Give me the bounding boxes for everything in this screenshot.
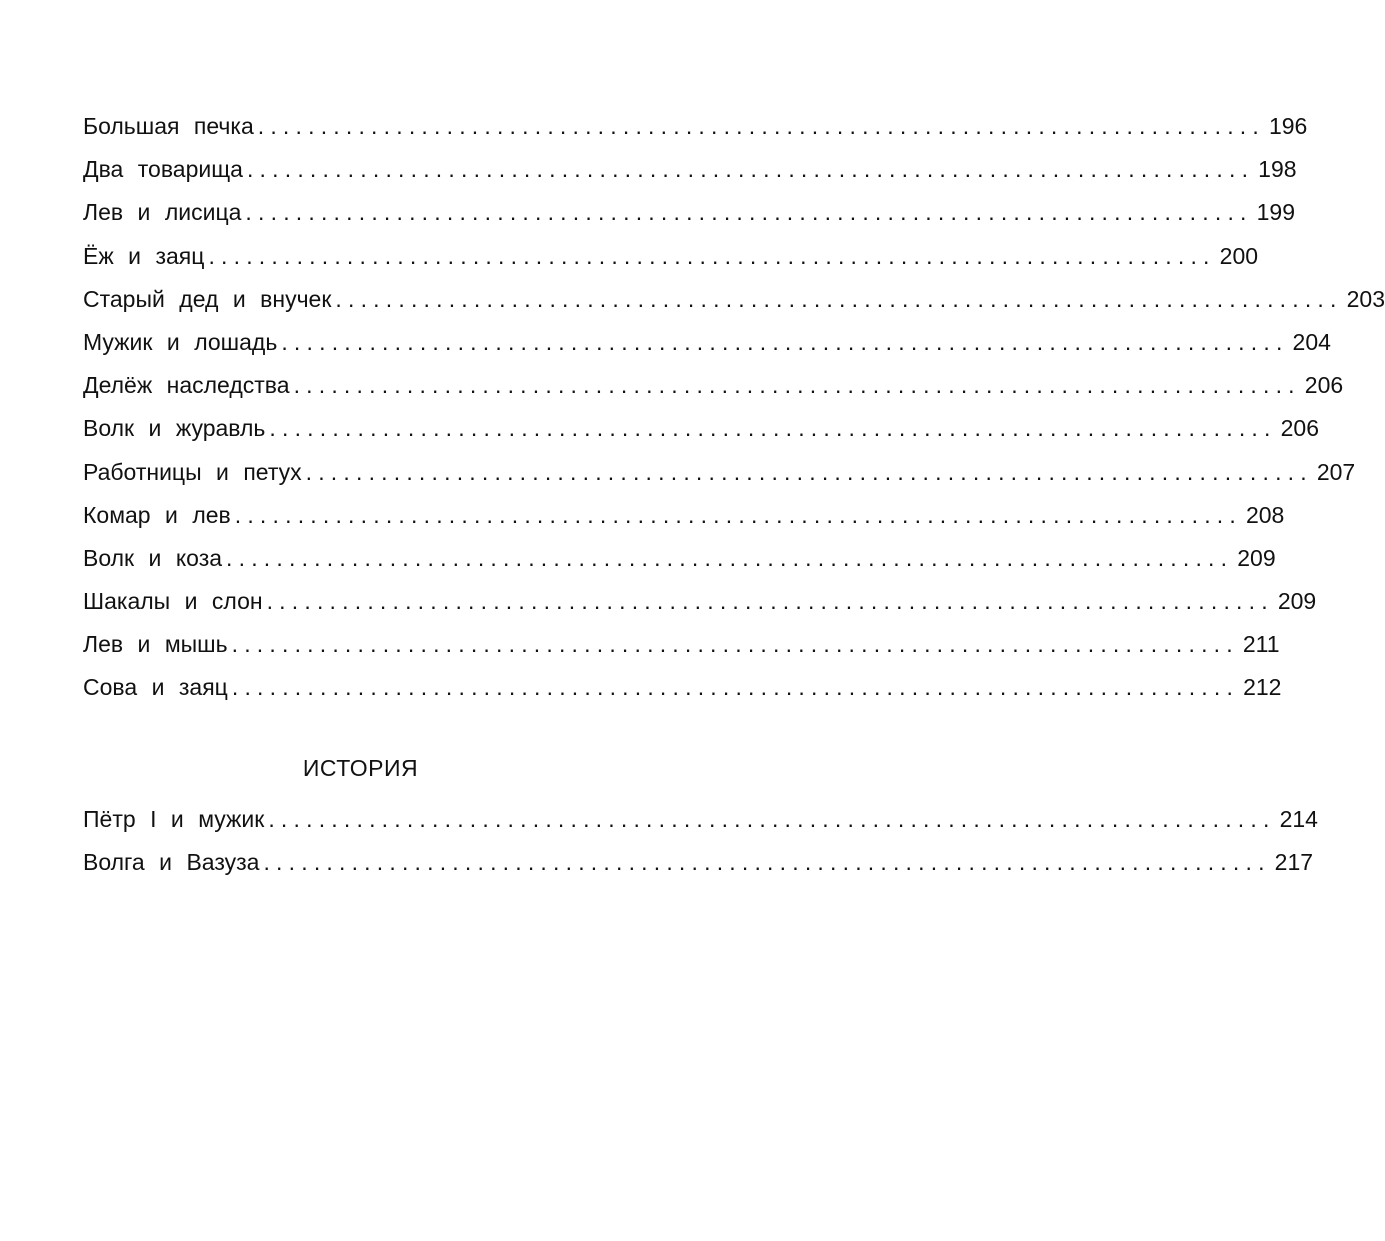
toc-list-history [83,798,1318,884]
toc-entry[interactable] [83,451,1356,494]
dot-leader: ................................................................................ [335,285,1343,312]
toc-entry[interactable] [83,798,1318,841]
toc-entry[interactable] [83,666,1282,709]
toc-entry-title: Ёж и заяц [83,242,205,269]
toc-entry-title: Два товарища [83,156,243,183]
toc-entry-page: 212 [1243,674,1282,701]
dot-leader: ................................................................................ [234,501,1242,528]
dot-leader: ................................................................................ [268,805,1276,832]
section-heading-history: ИСТОРИЯ [302,754,419,781]
toc-entry-page: 196 [1268,113,1308,139]
toc-entry-title: Волга и Вазуза [83,848,260,875]
toc-entry[interactable] [83,235,1259,278]
toc-entry-page: 209 [1277,588,1317,615]
toc-entry-title: Пётр I и мужик [83,805,265,832]
toc-entry-title: Делёж наследства [83,372,290,399]
dot-leader: ................................................................................ [231,674,1240,701]
toc-entry-page: 203 [1346,285,1385,312]
toc-entry-title: Сова и заяц [83,674,228,701]
toc-entry[interactable] [83,278,1385,321]
toc-entry-page: 198 [1258,156,1297,183]
toc-entry-page: 214 [1279,805,1318,832]
dot-leader: ................................................................................ [208,242,1216,269]
toc-entry-page: 211 [1242,631,1280,658]
toc-entry-title: Волк и коза [83,544,223,571]
dot-leader: ................................................................................ [226,544,1234,571]
toc-entry-title: Лев и мышь [83,631,228,658]
toc-entry-title: Шакалы и слон [83,588,263,615]
dot-leader: ................................................................................ [269,415,1277,442]
toc-entry[interactable] [83,364,1344,407]
toc-entry[interactable] [83,623,1280,666]
toc-entry-page: 209 [1237,544,1276,571]
toc-entry-title: Работницы и петух [83,458,302,485]
dot-leader: ................................................................................ [266,588,1274,615]
dot-leader: ................................................................................ [305,458,1313,485]
toc-entry[interactable] [83,148,1297,191]
toc-entry-title: Мужик и лошадь [83,328,278,355]
toc-entry-page: 208 [1245,501,1285,528]
toc-entry[interactable] [83,494,1285,537]
toc-entry-title: Лев и лисица [83,199,242,226]
toc-entry-page: 217 [1274,848,1314,875]
toc-entry-title: Волк и журавль [83,415,266,442]
dot-leader: ................................................................................ [257,113,1265,139]
toc-entry-page: 207 [1316,458,1356,485]
toc-entry-page: 206 [1280,415,1319,442]
toc-entry[interactable] [83,580,1317,623]
toc-entry-page: 206 [1304,372,1344,399]
toc-entry[interactable] [83,407,1319,450]
dot-leader: ................................................................................ [281,328,1289,355]
toc-entry-page: 200 [1219,242,1259,269]
toc-entry-page: 204 [1292,328,1331,355]
toc-list [83,105,1385,710]
toc-entry[interactable] [83,537,1276,580]
dot-leader: ................................................................................ [263,848,1271,875]
toc-entry[interactable] [83,841,1314,884]
toc-entry-title: Комар и лев [83,501,231,528]
dot-leader: ................................................................................ [293,372,1301,399]
dot-leader: ................................................................................ [245,199,1253,226]
toc-entry-title: Большая печка [83,113,254,139]
toc-entry-page: 199 [1256,199,1296,226]
toc-entry[interactable] [83,321,1331,364]
dot-leader: ................................................................................ [246,156,1255,183]
toc-entry[interactable] [83,191,1296,234]
toc-entry[interactable] [83,105,1308,148]
toc-entry-title: Старый дед и внучек [83,285,332,312]
table-of-contents-page [83,105,1385,884]
dot-leader: ................................................................................ [231,631,1239,658]
